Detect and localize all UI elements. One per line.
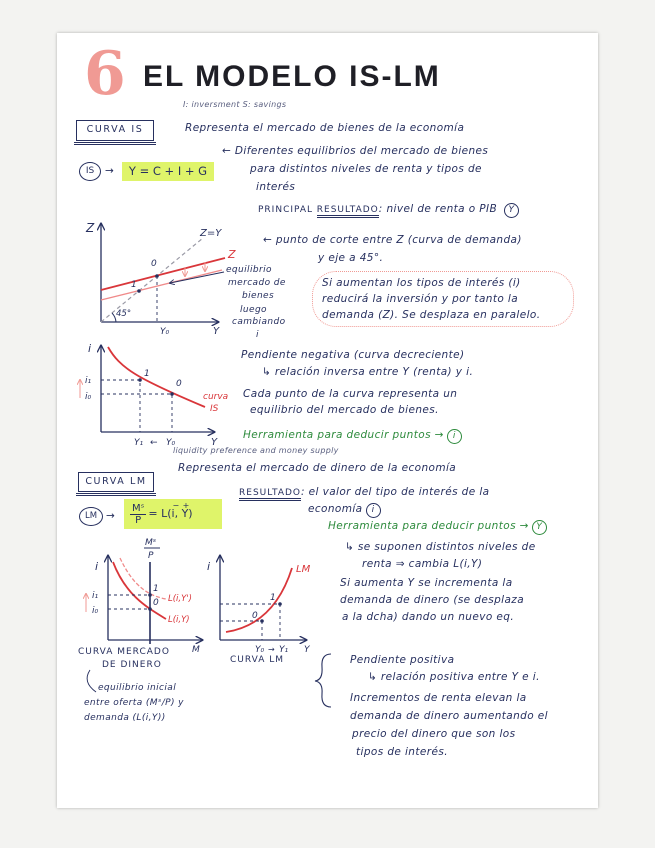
money-graph-caption: DE DINERO	[102, 660, 162, 670]
lm-sign-y: +	[182, 501, 190, 510]
equilibrium-point-1	[137, 289, 141, 293]
lm-guide-1	[220, 604, 280, 640]
income-note: tipos de interés.	[356, 746, 448, 758]
lm-curve	[226, 568, 292, 632]
lm-formula-numerator: Mˢ	[132, 502, 145, 514]
is-curve-label: IS	[210, 404, 219, 414]
y1-label: Y₁	[134, 438, 144, 448]
demand-graph-x-label: Y	[213, 326, 220, 337]
lm-slope-note: Pendiente positiva	[350, 654, 455, 666]
annotation-arrow	[170, 272, 224, 283]
lm-formula-y: Y	[181, 507, 189, 520]
is-curve-label: curva	[203, 392, 229, 402]
result-symbol: Y	[504, 203, 519, 218]
is-main-result	[258, 203, 519, 218]
lm-graph-y-label: i	[207, 560, 211, 573]
income-note: demanda de dinero aumentando el	[350, 710, 548, 722]
is-point-note: Cada punto de la curva representa un	[243, 388, 458, 400]
is-formula-note: para distintos niveles de renta y tipos de	[250, 163, 482, 175]
equilibrium-note-arrow	[87, 670, 96, 692]
lm-formula-denominator: P	[135, 514, 142, 526]
is-tool-note	[243, 429, 462, 444]
money-graph-x-label: M	[192, 645, 200, 655]
money-point-1-label: 1	[153, 584, 159, 594]
is-slope-note: ↳ relación inversa entre Y (renta) y i.	[262, 366, 474, 378]
line-45-label: Z=Y	[200, 228, 222, 239]
demand-graph-y-label: Z	[86, 221, 95, 235]
is-tool-text: Herramienta para deducir puntos →	[243, 429, 444, 441]
equilibrium-note: equilibrio inicial	[98, 683, 177, 693]
lm-description: Representa el mercado de dinero de la economía	[178, 462, 457, 474]
lm-guide-0	[220, 621, 262, 640]
lm-graph	[207, 556, 311, 655]
lm-tool-text: Herramienta para deducir puntos →	[328, 520, 529, 532]
demand-graph	[85, 221, 236, 337]
lm-formula-close: )	[188, 507, 193, 520]
lm-slope-note: ↳ relación positiva entre Y e i.	[368, 671, 540, 683]
is-tool-symbol: i	[447, 429, 462, 444]
is-point-note: equilibrio del mercado de bienes.	[250, 404, 439, 416]
money-i0-label: i₀	[92, 606, 99, 616]
lm-shift-note: Si aumenta Y se incrementa la	[340, 577, 513, 589]
demand-annotation: equilibrio	[226, 265, 272, 275]
income-arrow: ←	[150, 438, 158, 448]
result-prefix: PRINCIPAL	[258, 205, 314, 215]
lm-result-symbol: i	[366, 503, 381, 518]
is-formula-note: ← Diferentes equilibrios del mercado de bienes	[222, 145, 489, 157]
lm-income-arrow: →	[268, 645, 275, 654]
angle-label: 45°	[116, 309, 132, 319]
is-guide-1	[101, 380, 140, 432]
section-number: 6	[84, 39, 126, 109]
lm-graph-x-label: Y	[304, 645, 310, 655]
is-box-underline	[74, 142, 156, 145]
lm-graph-caption: CURVA LM	[230, 655, 285, 665]
y0-label: Y₀	[160, 327, 170, 337]
shift-note: reducirá la inversión y por tanto la	[322, 293, 519, 305]
money-demand-new	[120, 558, 166, 599]
demand-line-label: Z	[228, 248, 236, 261]
lm-sign-i: −	[172, 501, 180, 510]
is-formula-arrow: →	[105, 165, 115, 177]
lm-result-line2	[308, 503, 381, 518]
money-supply-denominator: P	[148, 551, 154, 561]
lm-formula	[124, 499, 222, 529]
lm-point-0-label: 0	[252, 611, 258, 621]
y0-label: Y₀	[166, 438, 176, 448]
is-guide-0	[101, 394, 172, 432]
is-slope-note: Pendiente negativa (curva decreciente)	[241, 349, 465, 361]
i1-label: i₁	[85, 376, 92, 386]
money-demand-label: L(i,Y)	[168, 615, 190, 625]
money-demand-new-label: L(i,Y')	[168, 594, 192, 604]
abbreviation-note: I: inversment S: savings	[183, 100, 287, 109]
equilibrium-note: entre oferta (Mˢ/P) y	[84, 698, 184, 708]
lm-formula-rhs: = L(	[148, 507, 172, 520]
lm-y0-label: Y₀	[255, 645, 265, 655]
is-curve	[108, 347, 205, 407]
cut-note: ← punto de corte entre Z (curva de demanda)	[263, 234, 522, 246]
point-1-label: 1	[131, 280, 137, 290]
lm-box-underline	[76, 493, 156, 496]
lm-result-word: RESULTADO	[239, 488, 301, 501]
lm-formula-sep: ,	[174, 507, 182, 520]
lm-formula-fraction	[130, 503, 146, 526]
equilibrium-note: demanda (L(i,Y))	[84, 713, 166, 723]
is-point-1-label: 1	[144, 369, 150, 379]
shift-note: demanda (Z). Se desplaza en paralelo.	[322, 309, 541, 321]
money-graph-y-label: i	[95, 560, 99, 573]
income-note: Incrementos de renta elevan la	[350, 692, 527, 704]
is-formula-tag: IS	[79, 162, 101, 181]
lm-curve-label: LM	[296, 564, 311, 575]
is-graph	[80, 342, 228, 448]
is-graph-x-label: Y	[211, 437, 218, 448]
lm-formula-i: i	[171, 507, 175, 520]
lm-small-note: liquidity preference and money supply	[173, 446, 339, 455]
result-text: : nivel de renta o PIB	[378, 203, 498, 215]
lm-shift-note: a la dcha) dando un nuevo eq.	[342, 611, 515, 623]
is-formula-note: interés	[256, 181, 296, 193]
money-point-0-label: 0	[153, 598, 159, 608]
lm-tool-symbol: Y	[532, 520, 547, 535]
cut-note: y eje a 45°.	[318, 252, 384, 264]
is-point-0-label: 0	[176, 379, 182, 389]
money-supply-numerator: Mˢ	[145, 538, 157, 548]
is-graph-y-label: i	[88, 342, 92, 355]
income-note: precio del dinero que son los	[352, 728, 516, 740]
lm-formula-tag: LM	[79, 507, 103, 526]
page-title: EL MODELO IS-LM	[143, 60, 441, 93]
shift-note: Si aumentan los tipos de interés (i)	[322, 277, 521, 289]
change-note: luego	[240, 305, 267, 315]
change-note: i	[256, 330, 259, 340]
point-0-label: 0	[151, 259, 157, 269]
demand-annotation: bienes	[242, 291, 275, 301]
lm-result-text: : el valor del tipo de interés de la	[301, 486, 490, 498]
money-i1-label: i₁	[92, 591, 99, 601]
money-graph-caption: CURVA MERCADO	[78, 647, 170, 657]
brace	[315, 654, 331, 707]
result-word: RESULTADO	[317, 205, 379, 218]
lm-result-text: economía	[308, 503, 363, 515]
lm-y1-label: Y₁	[279, 645, 289, 655]
demand-annotation: mercado de	[228, 278, 286, 288]
lm-section-box: CURVA LM	[78, 472, 154, 492]
is-description: Representa el mercado de bienes de la economía	[185, 122, 465, 134]
i0-label: i₀	[85, 392, 92, 402]
lm-point-1-label: 1	[270, 593, 276, 603]
lm-tool-note	[328, 520, 547, 535]
change-note: cambiando	[232, 317, 286, 327]
lm-tool-detail: renta ⇒ cambia L(i,Y)	[362, 558, 483, 570]
lm-result	[239, 487, 490, 498]
lm-tool-detail: ↳ se suponen distintos niveles de	[345, 541, 536, 553]
is-section-box: CURVA IS	[76, 120, 154, 141]
is-formula: Y = C + I + G	[122, 162, 214, 181]
lm-formula-arrow: →	[106, 510, 116, 522]
lm-shift-note: demanda de dinero (se desplaza	[340, 594, 525, 606]
